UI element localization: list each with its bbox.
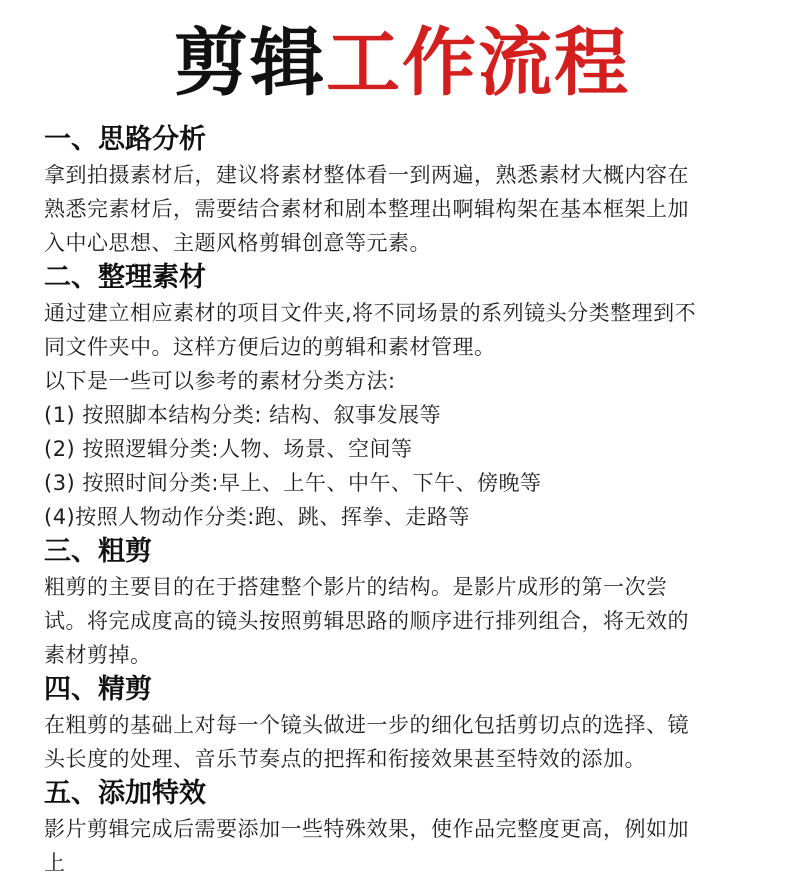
paragraph-line: 同文件夹中。这样方便后边的剪辑和素材管理。 xyxy=(44,335,496,359)
section-effects xyxy=(44,776,760,880)
title-black-part: 剪辑 xyxy=(174,20,326,106)
paragraph-line: 粗剪的主要目的在于搭建整个影片的结构。是影片成形的第一次尝 xyxy=(44,575,668,599)
section-heading: 五、添加特效 xyxy=(44,778,206,809)
section-fine-cut xyxy=(44,672,760,776)
paragraph-line: 熟悉完素材后，需要结合素材和剧本整理出啊辑构架在基本框架上加 xyxy=(44,197,689,221)
title-red-part: 工作流程 xyxy=(326,20,630,106)
paragraph-line: 上 xyxy=(44,851,66,875)
list-item: (1) 按照脚本结构分类: 结构、叙事发展等 xyxy=(44,403,442,427)
list-item: (4)按照人物动作分类:跑、跳、挥拳、走路等 xyxy=(44,505,470,529)
list-item: (2) 按照逻辑分类:人物、场景、空间等 xyxy=(44,437,413,461)
section-heading: 三、粗剪 xyxy=(44,536,152,567)
paragraph-line: 通过建立相应素材的项目文件夹,将不同场景的系列镜头分类整理到不 xyxy=(44,301,697,325)
paragraph-line: 试。将完成度高的镜头按照剪辑思路的顺序进行排列组合，将无效的 xyxy=(44,609,689,633)
section-heading: 一、思路分析 xyxy=(44,124,206,155)
section-rough-cut xyxy=(44,534,760,672)
paragraph-line: 以下是一些可以参考的素材分类方法: xyxy=(44,369,396,393)
paragraph-line: 素材剪掉。 xyxy=(44,643,152,667)
section-analysis xyxy=(44,122,760,260)
page-title xyxy=(44,0,760,122)
paragraph-line: 影片剪辑完成后需要添加一些特殊效果，使作品完整度更高，例如加 xyxy=(44,817,689,841)
section-organize xyxy=(44,260,760,534)
paragraph-line: 拿到拍摄素材后，建议将素材整体看一到两遍，熟悉素材大概内容在 xyxy=(44,163,689,187)
paragraph-line: 入中心思想、主题风格剪辑创意等元素。 xyxy=(44,231,431,255)
section-heading: 四、精剪 xyxy=(44,674,152,705)
list-item: (3) 按照时间分类:早上、上午、中午、下午、傍晚等 xyxy=(44,471,542,495)
paragraph-line: 头长度的处理、音乐节奏点的把挥和衔接效果甚至特效的添加。 xyxy=(44,747,646,771)
paragraph-line: 在粗剪的基础上对每一个镜头做进一步的细化包括剪切点的选择、镜 xyxy=(44,713,689,737)
section-heading: 二、整理素材 xyxy=(44,262,206,293)
